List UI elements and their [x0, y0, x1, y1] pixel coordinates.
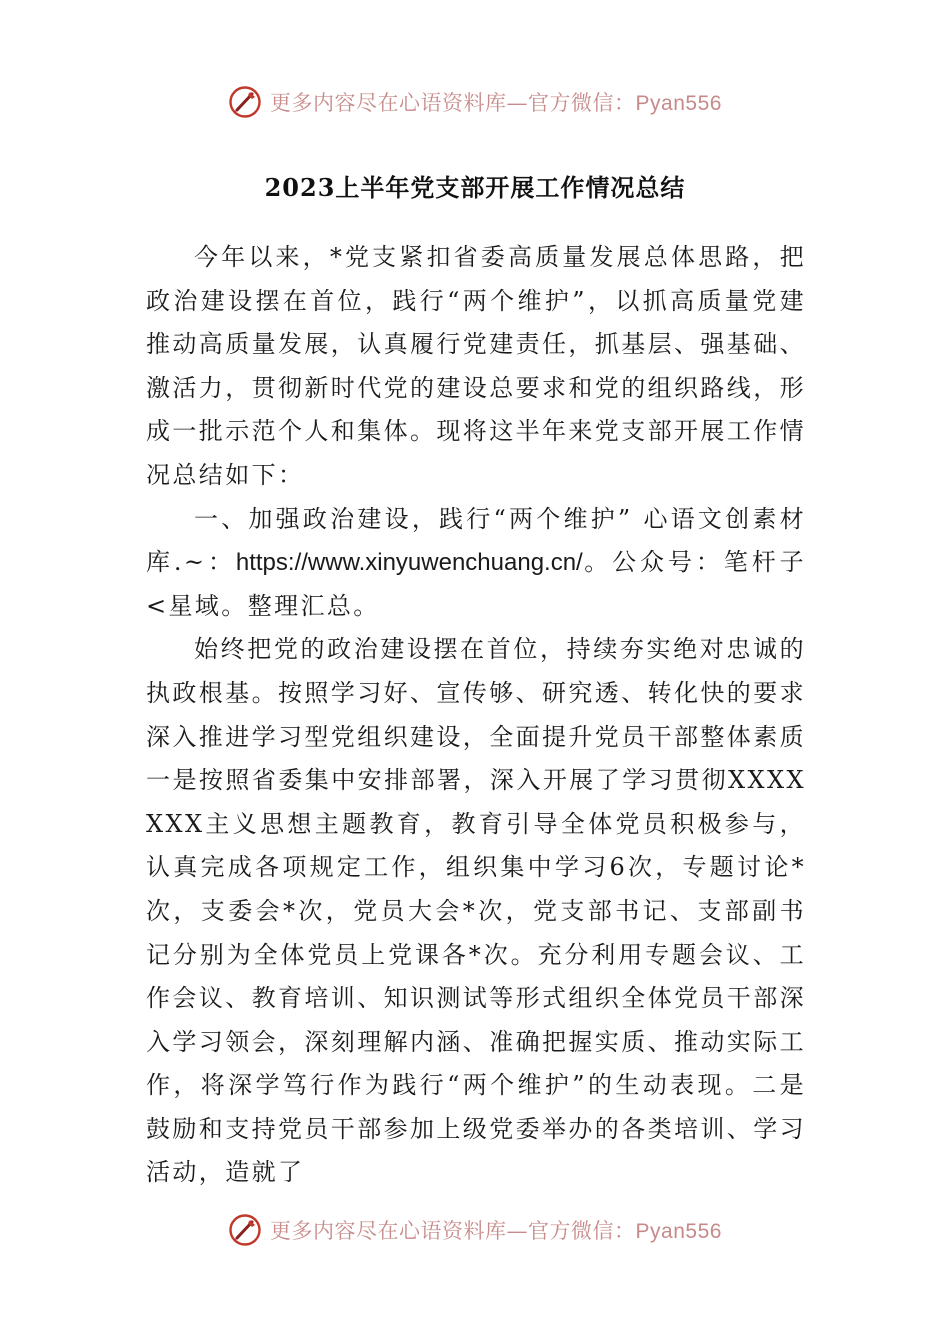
- watermark-text: 更多内容尽在心语资料库—官方微信：Pyan556: [270, 91, 722, 115]
- pen-logo-icon: [228, 85, 262, 119]
- watermark-header: [0, 82, 950, 122]
- source-url: https://www.xinyuwenchuang.cn/: [235, 549, 583, 577]
- pen-logo-icon: [228, 1213, 262, 1247]
- document-body: [146, 236, 806, 1195]
- watermark-footer: [0, 1210, 950, 1250]
- watermark-text: 更多内容尽在心语资料库—官方微信：Pyan556: [270, 1219, 722, 1243]
- document-title: 2023上半年党支部开展工作情况总结: [264, 173, 686, 202]
- paragraph-intro: 今年以来，*党支紧扣省委高质量发展总体思路，把政治建设摆在首位，践行“两个维护”，以抓高质量党建推动高质量发展，认真履行党建责任，抓基层、强基础、激活力，贯彻新时代党的建设总要求和党的组织路线，形成一批示范个人和集体。现将这半年来党支部开展工作情况总结如下：: [146, 243, 806, 489]
- paragraph-section-heading: 一、加强政治建设，践行“两个维护” 心语文创素材库.~：https://www.xinyuwenchuang.cn/。公众号：笔杆子<星域。整理汇总。: [146, 504, 807, 620]
- paragraph-body: 始终把党的政治建设摆在首位，持续夯实绝对忠诚的执政根基。按照学习好、宣传够、研究透、转化快的要求深入推进学习型党组织建设，全面提升党员干部整体素质一是按照省委集中安排部署，深入开展了学习贯彻XXXXXXX主义思想主题教育，教育引导全体党员积极参与，认真完成各项规定工作，组织集中学习6次，专题讨论*次，支委会*次，党员大会*次，党支部书记、支部副书记分别为全体党员上党课各*次。充分利用专题会议、工作会议、教育培训、知识测试等形式组织全体党员干部深入学习领会，深刻理解内涵、准确把握实质、推动实际工作，将深学笃行作为践行“两个维护”的生动表现。二是鼓励和支持党员干部参加上级党委举办的各类培训、学习活动，造就了: [146, 635, 806, 1187]
